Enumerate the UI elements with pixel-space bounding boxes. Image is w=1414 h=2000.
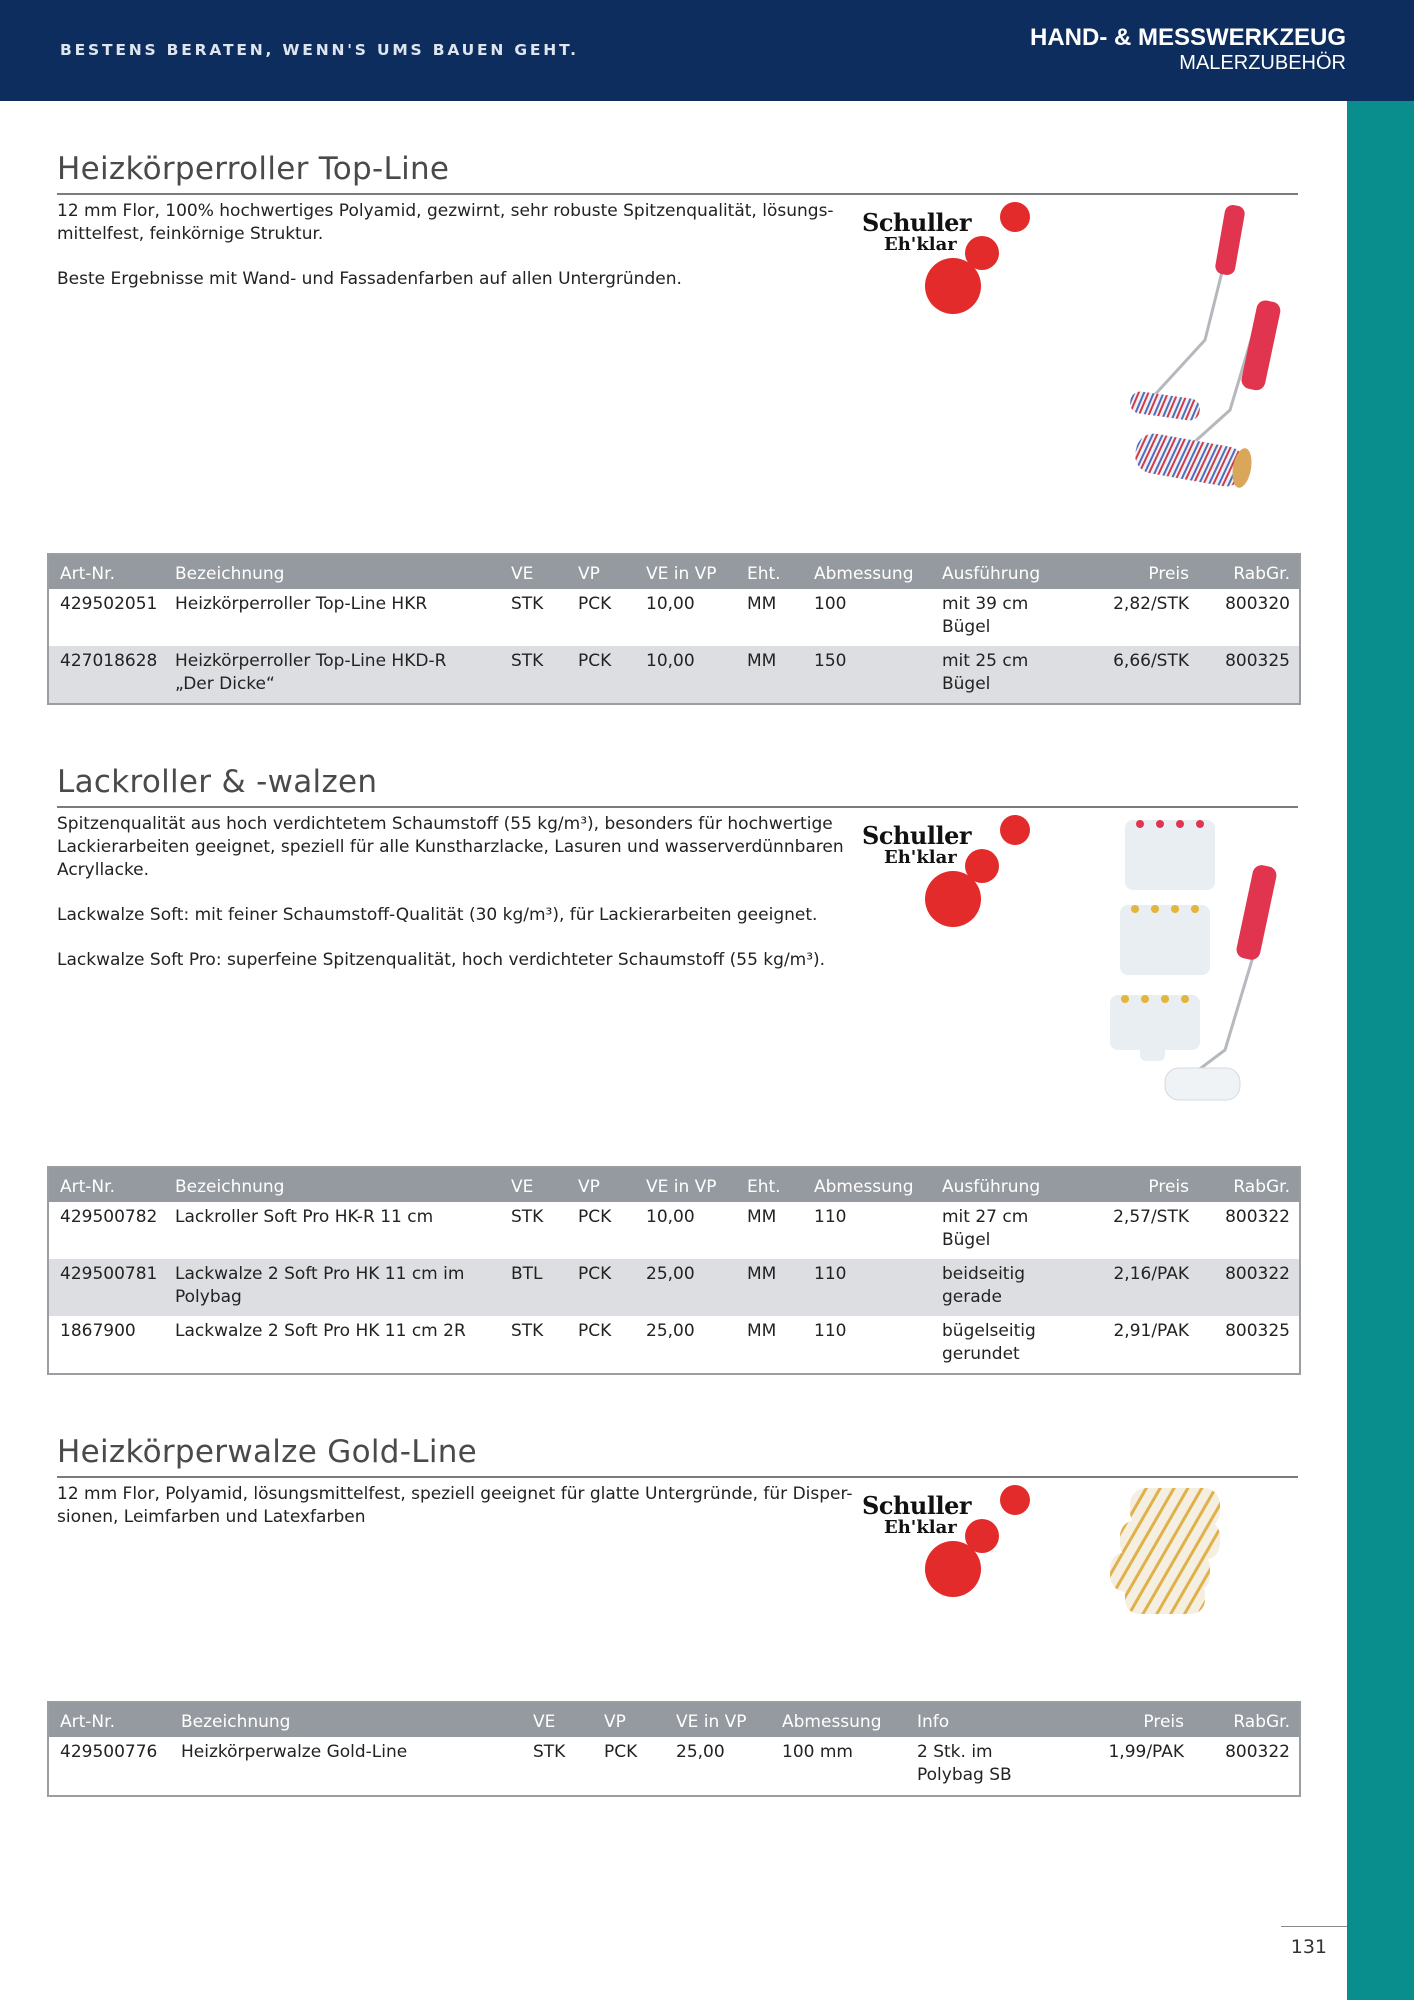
description-paragraph: Beste Ergebnisse mit Wand- und Fassadenfarben auf allen Untergründen.	[57, 269, 682, 289]
cell-preis: 6,66/STK	[1113, 651, 1189, 671]
column-header: Abmessung	[814, 564, 914, 584]
column-header: Bezeichnung	[175, 564, 285, 584]
radiator-roller-image	[1110, 200, 1310, 500]
column-header: Abmessung	[782, 1712, 882, 1732]
logo-dot	[1000, 202, 1030, 232]
table-header-row	[49, 1168, 1299, 1202]
cell-vp: PCK	[578, 1321, 612, 1341]
description-paragraph: 12 mm Flor, Polyamid, lösungsmittelfest, speziell geeignet für glatte Untergründe, für Disper-sionen, Leimfarben und Latexfarben	[57, 1484, 853, 1527]
cell-abmessung: 110	[814, 1264, 847, 1284]
logo-dot	[925, 871, 981, 927]
column-header: Eht.	[747, 1177, 781, 1197]
cell-eht: MM	[747, 1321, 777, 1341]
cell-ve-in-vp: 25,00	[676, 1742, 725, 1762]
column-header: Abmessung	[814, 1177, 914, 1197]
cell-art-nr: 429500781	[60, 1264, 158, 1284]
page-number: 131	[1290, 1936, 1327, 1958]
cell-ve-in-vp: 25,00	[646, 1321, 695, 1341]
cell-preis: 2,16/PAK	[1113, 1264, 1189, 1284]
cell-preis: 1,99/PAK	[1108, 1742, 1184, 1762]
cell-rabgr: 800322	[1225, 1207, 1290, 1227]
column-header: RabGr.	[1233, 1177, 1290, 1197]
column-header: VP	[578, 1177, 600, 1197]
cell-vp: PCK	[578, 1207, 612, 1227]
cell-bezeichnung: Heizkörperroller Top-Line HKD-R „Der Dicke“	[175, 651, 447, 694]
cell-ve-in-vp: 10,00	[646, 594, 695, 614]
column-header: Preis	[1148, 1177, 1189, 1197]
gold-roller-image	[1080, 1480, 1280, 1630]
column-header: Info	[917, 1712, 950, 1732]
column-header: VE	[511, 564, 534, 584]
cell-rabgr: 800325	[1225, 651, 1290, 671]
schuller-logo	[862, 1483, 1032, 1603]
cell-eht: MM	[747, 1264, 777, 1284]
cell-ausfuehrung: beidseitig gerade	[942, 1264, 1025, 1307]
description-paragraph: Lackwalze Soft: mit feiner Schaumstoff-Qualität (30 kg/m³), für Lackierarbeiten geeignet.	[57, 905, 818, 925]
cell-eht: MM	[747, 1207, 777, 1227]
column-header: RabGr.	[1233, 1712, 1290, 1732]
column-header: VP	[578, 564, 600, 584]
cell-bezeichnung: Lackwalze 2 Soft Pro HK 11 cm 2R	[175, 1321, 466, 1341]
cell-abmessung: 110	[814, 1207, 847, 1227]
logo-dot	[925, 258, 981, 314]
cell-preis: 2,82/STK	[1113, 594, 1189, 614]
section-title-heizkoerperroller: Heizkörperroller Top-Line	[57, 151, 450, 187]
description-paragraph: 12 mm Flor, 100% hochwertiges Polyamid, gezwirnt, sehr robuste Spitzenqualität, lösungs-mittelfest, feinkörnige Struktur.	[57, 201, 834, 244]
column-header: Art-Nr.	[60, 1712, 115, 1732]
table-row	[49, 1737, 1299, 1795]
column-header: Bezeichnung	[181, 1712, 291, 1732]
column-header: VE	[511, 1177, 534, 1197]
section-rule	[57, 1476, 1298, 1478]
table-header-row	[49, 555, 1299, 589]
product-table	[47, 1701, 1301, 1797]
product-table	[47, 1166, 1301, 1375]
cell-ausfuehrung: mit 39 cm Bügel	[942, 594, 1029, 637]
table-row	[49, 1202, 1299, 1259]
cell-ve: STK	[511, 651, 544, 671]
schuller-logo	[862, 200, 1032, 320]
cell-abmessung: 100	[814, 594, 847, 614]
cell-ausfuehrung: mit 27 cm Bügel	[942, 1207, 1029, 1250]
cell-vp: PCK	[604, 1742, 638, 1762]
header-category: HAND- & MESSWERKZEUG	[1030, 24, 1346, 51]
side-color-bar	[1347, 101, 1414, 2000]
cell-abmessung: 150	[814, 651, 847, 671]
cell-art-nr: 427018628	[60, 651, 158, 671]
product-table	[47, 553, 1301, 705]
column-header: VE in VP	[646, 1177, 717, 1197]
logo-dot	[925, 1541, 981, 1597]
column-header: RabGr.	[1233, 564, 1290, 584]
table-row	[49, 1259, 1299, 1316]
logo-dot	[1000, 815, 1030, 845]
column-header: Ausführung	[942, 564, 1041, 584]
column-header: Preis	[1143, 1712, 1184, 1732]
column-header: VE in VP	[646, 564, 717, 584]
description-paragraph: Lackwalze Soft Pro: superfeine Spitzenqualität, hoch verdichteter Schaumstoff (55 kg/m³).	[57, 950, 826, 970]
logo-text: Eh'klar	[884, 234, 957, 255]
section-description	[57, 1483, 857, 1551]
cell-preis: 2,57/STK	[1113, 1207, 1189, 1227]
section-description	[57, 813, 857, 994]
foam-roller-image	[1105, 810, 1305, 1110]
column-header: Ausführung	[942, 1177, 1041, 1197]
table-row	[49, 589, 1299, 646]
cell-ve: STK	[511, 594, 544, 614]
column-header: VE	[533, 1712, 556, 1732]
column-header: Preis	[1148, 564, 1189, 584]
description-paragraph: Spitzenqualität aus hoch verdichtetem Schaumstoff (55 kg/m³), besonders für hochwertige Lackierarbeiten geeignet, speziell für alle Kunstharzlacke, Lasuren und wasserverdünnbaren Acryllacke.	[57, 814, 844, 880]
cell-vp: PCK	[578, 594, 612, 614]
cell-ve-in-vp: 10,00	[646, 1207, 695, 1227]
cell-info: 2 Stk. im Polybag SB	[917, 1742, 1012, 1785]
cell-rabgr: 800320	[1225, 594, 1290, 614]
header-subcategory: MALERZUBEHÖR	[1179, 52, 1346, 74]
logo-dot	[1000, 1485, 1030, 1515]
cell-rabgr: 800322	[1225, 1742, 1290, 1762]
cell-eht: MM	[747, 594, 777, 614]
cell-art-nr: 429500776	[60, 1742, 158, 1762]
logo-text: Schuller	[862, 208, 971, 237]
logo-text: Schuller	[862, 821, 971, 850]
cell-art-nr: 1867900	[60, 1321, 136, 1341]
schuller-logo	[862, 813, 1032, 933]
cell-ve: STK	[533, 1742, 566, 1762]
cell-vp: PCK	[578, 651, 612, 671]
cell-ve-in-vp: 25,00	[646, 1264, 695, 1284]
table-row	[49, 1316, 1299, 1373]
cell-rabgr: 800325	[1225, 1321, 1290, 1341]
page-header	[0, 0, 1414, 101]
cell-ausfuehrung: mit 25 cm Bügel	[942, 651, 1029, 694]
cell-ve: STK	[511, 1321, 544, 1341]
section-rule	[57, 806, 1298, 808]
column-header: VP	[604, 1712, 626, 1732]
column-header: Art-Nr.	[60, 564, 115, 584]
cell-vp: PCK	[578, 1264, 612, 1284]
column-header: VE in VP	[676, 1712, 747, 1732]
cell-abmessung: 110	[814, 1321, 847, 1341]
logo-text: Eh'klar	[884, 847, 957, 868]
table-header-row	[49, 1703, 1299, 1737]
section-title-lackroller: Lackroller & -walzen	[57, 764, 378, 800]
cell-preis: 2,91/PAK	[1113, 1321, 1189, 1341]
cell-ve: BTL	[511, 1264, 543, 1284]
cell-bezeichnung: Heizkörperwalze Gold-Line	[181, 1742, 408, 1762]
column-header: Bezeichnung	[175, 1177, 285, 1197]
section-description	[57, 200, 837, 313]
cell-ausfuehrung: bügelseitig gerundet	[942, 1321, 1036, 1364]
logo-text: Schuller	[862, 1491, 971, 1520]
cell-ve-in-vp: 10,00	[646, 651, 695, 671]
page-number-rule	[1281, 1926, 1347, 1927]
section-title-heizkoerperwalze: Heizkörperwalze Gold-Line	[57, 1434, 478, 1470]
section-rule	[57, 193, 1298, 195]
cell-rabgr: 800322	[1225, 1264, 1290, 1284]
table-row	[49, 646, 1299, 703]
cell-art-nr: 429502051	[60, 594, 158, 614]
cell-bezeichnung: Heizkörperroller Top-Line HKR	[175, 594, 428, 614]
column-header: Eht.	[747, 564, 781, 584]
cell-bezeichnung: Lackwalze 2 Soft Pro HK 11 cm im Polybag	[175, 1264, 465, 1307]
cell-art-nr: 429500782	[60, 1207, 158, 1227]
cell-bezeichnung: Lackroller Soft Pro HK-R 11 cm	[175, 1207, 434, 1227]
cell-ve: STK	[511, 1207, 544, 1227]
cell-abmessung: 100 mm	[782, 1742, 853, 1762]
header-tagline: BESTENS BERATEN, WENN'S UMS BAUEN GEHT.	[60, 41, 579, 59]
cell-eht: MM	[747, 651, 777, 671]
column-header: Art-Nr.	[60, 1177, 115, 1197]
logo-text: Eh'klar	[884, 1517, 957, 1538]
